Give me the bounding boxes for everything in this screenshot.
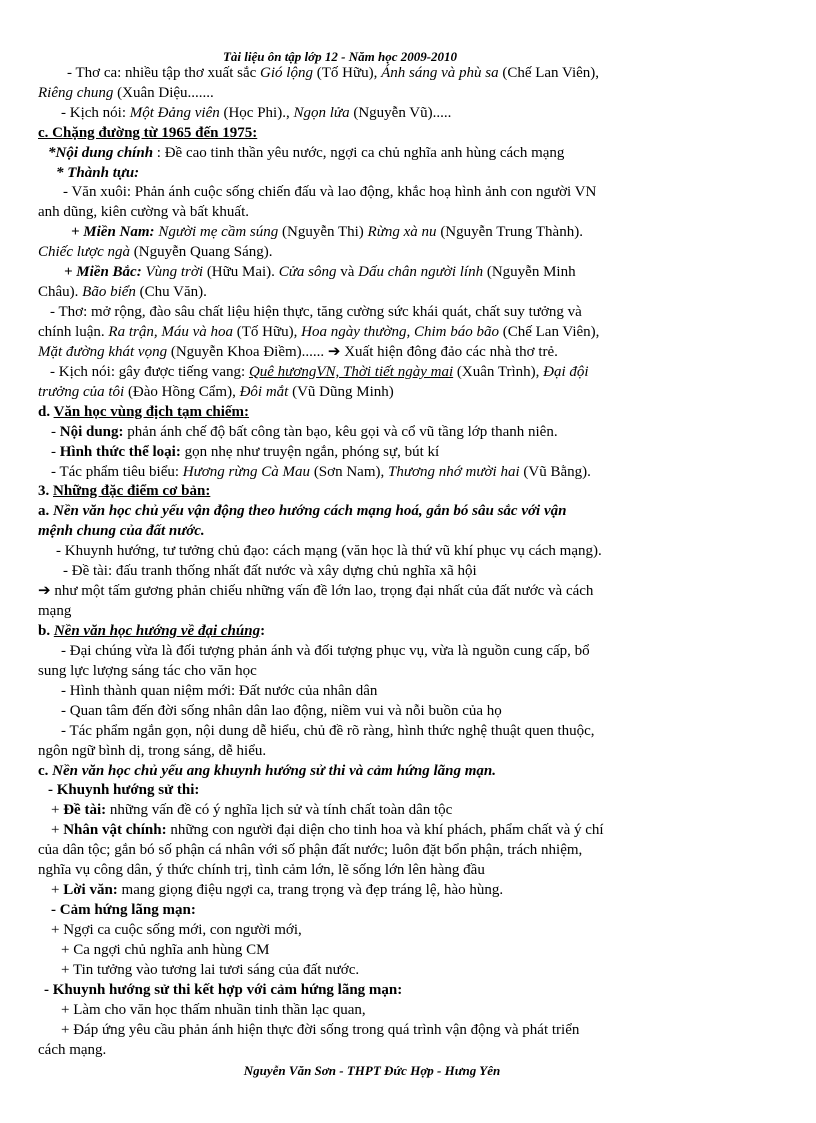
line-30: - Đại chúng vừa là đối tượng phản ánh và đối tượng phục vụ, vừa là nguồn cung cấp, bổ (61, 643, 590, 659)
line-3: - Kịch nói: Một Đảng viên (Học Phi)., Ngọn lửa (Nguyễn Vũ)..... (61, 105, 452, 121)
line-39: + Nhân vật chính: những con người đại diện cho tinh hoa và khí phách, phẩm chất và ý chí (51, 822, 604, 838)
line-10: Chiếc lược ngà (Nguyễn Quang Sáng). (38, 244, 273, 260)
line-41: nghĩa vụ công dân, ý thức chính trị, tình cảm lớn, lẽ sống lớn lên hàng đầu (38, 862, 485, 878)
line-25: - Khuynh hướng, tư tưởng chủ đạo: cách mạng (văn học là thứ vũ khí phục vụ cách mạng). (56, 543, 602, 559)
achievements-heading: * Thành tựu: (56, 165, 140, 181)
arrow-icon: ➔ (38, 583, 51, 599)
line-50: cách mạng. (38, 1042, 107, 1058)
line-11: + Miền Bắc: Vùng trời (Hữu Mai). Cửa sông và Dấu chân người lính (Nguyễn Minh (64, 264, 576, 280)
section-c2-heading: c. Nền văn học chủ yếu ang khuynh hướng sử thi và cảm hứng lãng mạn. (38, 763, 497, 779)
section-d-heading: d. Văn học vùng địch tạm chiếm: (38, 404, 250, 420)
line-44: + Ngợi ca cuộc sống mới, con người mới, (51, 922, 302, 938)
line-12: Châu). Bão biển (Chu Văn). (38, 284, 207, 300)
line-34: - Tác phẩm ngắn gọn, nội dung dễ hiểu, chủ đề rõ ràng, hình thức nghệ thuật quen thuộc, (61, 723, 595, 739)
line-40: của dân tộc; gắn bó số phận cá nhân với số phận đất nước; luôn đặt bổn phận, trách nhiệm, (38, 842, 583, 858)
line-49: + Đáp ứng yêu cầu phản ánh hiện thực đời sống trong quá trình vận động và phát triển (61, 1022, 580, 1038)
line-48: + Làm cho văn học thấm nhuần tinh thần lạc quan, (61, 1002, 366, 1018)
line-16: - Kịch nói: gây được tiếng vang: Quê hươngVN, Thời tiết ngày mai (Xuân Trình), Đại đội (50, 364, 589, 380)
line-19: - Nội dung: phản ánh chế độ bất công tàn bạo, kêu gọi và cổ vũ tầng lớp thanh niên. (51, 424, 558, 440)
line-5: *Nội dung chính : Đề cao tinh thần yêu nước, ngợi ca chủ nghĩa anh hùng cách mạng (48, 145, 565, 161)
line-46: + Tin tưởng vào tương lai tươi sáng của đất nước. (61, 962, 360, 978)
line-23: a. Nền văn học chủ yếu vận động theo hướng cách mạng hoá, gắn bó sâu sắc với vận (38, 503, 567, 519)
section-3-heading: 3. Những đặc điểm cơ bản: (38, 483, 211, 499)
line-7: - Văn xuôi: Phản ánh cuộc sống chiến đấu và lao động, khắc hoạ hình ảnh con người VN (63, 184, 597, 200)
line-45: + Ca ngợi chủ nghĩa anh hùng CM (61, 942, 270, 958)
line-28: mạng (38, 603, 72, 619)
line-15: Mặt đường khát vọng (Nguyễn Khoa Điềm)...... ➔ Xuất hiện đông đảo các nhà thơ trẻ. (38, 344, 558, 360)
line-8: anh dũng, kiên cường và bất khuất. (38, 204, 250, 220)
section-c-heading: c. Chặng đường từ 1965 đến 1975: (38, 125, 258, 141)
line-35: ngôn ngữ bình dị, trong sáng, dễ hiểu. (38, 743, 267, 759)
line-20: - Hình thức thể loại: gọn nhẹ như truyện ngắn, phóng sự, bút kí (51, 444, 440, 460)
line-9: + Miền Nam: Người mẹ cầm súng (Nguyễn Thi) Rừng xà nu (Nguyễn Trung Thành). (71, 224, 583, 240)
page-header: Tài liệu ôn tập lớp 12 - Năm học 2009-2010 (222, 49, 458, 64)
line-27: ➔ như một tấm gương phản chiếu những vấn đề lớn lao, trọng đại nhất của đất nước và cách (38, 583, 594, 599)
line-1: - Thơ ca: nhiều tập thơ xuất sắc Gió lộng (Tố Hữu), Ánh sáng và phù sa (Chế Lan Viên), (67, 65, 600, 81)
line-43: - Cảm hứng lãng mạn: (51, 902, 196, 918)
line-2: Riêng chung (Xuân Diệu....... (38, 85, 214, 101)
line-38: + Đề tài: những vấn đề có ý nghĩa lịch sử và tính chất toàn dân tộc (51, 802, 453, 818)
page-footer: Nguyễn Văn Sơn - THPT Đức Hợp - Hưng Yên (243, 1063, 501, 1078)
section-b-heading: b. Nền văn học hướng về đại chúng: (38, 623, 266, 639)
line-47: - Khuynh hướng sử thi kết hợp với cảm hứng lãng mạn: (44, 982, 403, 998)
line-33: - Quan tâm đến đời sống nhân dân lao động, niềm vui và nỗi buồn của họ (61, 703, 502, 719)
line-21: - Tác phẩm tiêu biểu: Hương rừng Cà Mau (Sơn Nam), Thương nhớ mười hai (Vũ Bằng). (51, 464, 591, 480)
line-24: mệnh chung của đất nước. (38, 523, 205, 539)
line-14: chính luận. Ra trận, Máu và hoa (Tố Hữu), Hoa ngày thường, Chim báo bão (Chế Lan Viên), (38, 324, 600, 340)
line-32: - Hình thành quan niệm mới: Đất nước của nhân dân (61, 683, 378, 699)
line-26: - Đề tài: đấu tranh thống nhất đất nước và xây dựng chủ nghĩa xã hội (63, 563, 477, 579)
line-31: sung lực lượng sáng tác cho văn học (38, 663, 257, 679)
line-17: trưởng của tôi (Đào Hồng Cẩm), Đôi mắt (Vũ Dũng Minh) (38, 384, 394, 400)
line-37: - Khuynh hướng sử thi: (48, 782, 200, 798)
line-13: - Thơ: mở rộng, đào sâu chất liệu hiện thực, tăng cường sức khái quát, chất suy tưởng và (50, 304, 582, 320)
line-42: + Lời văn: mang giọng điệu ngợi ca, trang trọng và đẹp tráng lệ, hào hùng. (51, 882, 504, 898)
arrow-icon: ➔ (327, 344, 341, 360)
